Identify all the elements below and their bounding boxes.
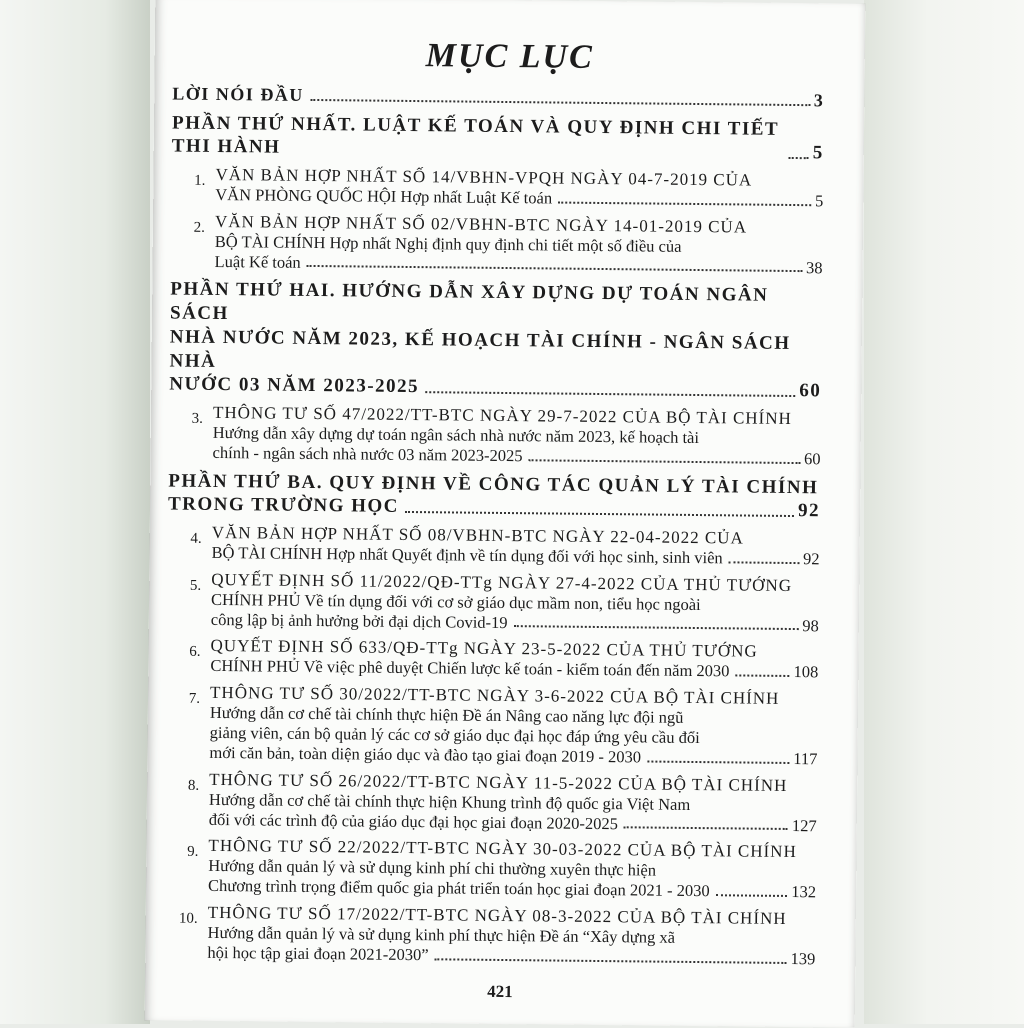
entry-description-text: Chương trình trọng điểm quốc gia phát triển toán học giai đoạn 2021 - 2030 xyxy=(207,876,710,901)
entry-heading: THÔNG TƯ SỐ 30/2022/TT-BTC NGÀY 3-6-2022 CỦA BỘ TÀI CHÍNH xyxy=(209,682,780,708)
entry-body xyxy=(214,212,823,279)
entry-number: 10. xyxy=(178,910,198,927)
dot-leader xyxy=(789,157,809,159)
toc-entry xyxy=(165,682,818,769)
toc-section xyxy=(168,469,820,523)
entry-body xyxy=(215,165,823,212)
dot-leader xyxy=(624,827,788,831)
entry-description-text: Hướng dẫn xây dựng dự toán ngân sách nhà nước năm 2023, kế hoạch tài xyxy=(212,422,700,448)
entry-description-text: Hướng dẫn quản lý và sử dụng kinh phí thực hiện Đề án “Xây dựng xã xyxy=(207,922,676,947)
entry-number: 1. xyxy=(194,172,206,189)
toc-entry xyxy=(166,636,818,683)
entry-page-number: 108 xyxy=(793,662,819,682)
toc-entry xyxy=(171,164,823,211)
book-edge-right xyxy=(864,0,1024,1024)
section-heading-text: NHÀ NƯỚC NĂM 2023, KẾ HOẠCH TÀI CHÍNH - NGÂN SÁCH NHÀ xyxy=(169,326,791,372)
entry-description-text: hội học tập giai đoạn 2021-2030” xyxy=(207,942,429,965)
entry-heading: QUYẾT ĐỊNH SỐ 633/QĐ-TTg NGÀY 23-5-2022 CỦA THỦ TƯỚNG xyxy=(210,636,758,662)
dot-leader xyxy=(735,674,789,677)
dot-leader xyxy=(307,265,802,272)
section-heading-text: TRONG TRƯỜNG HỌC xyxy=(167,493,400,518)
entry-description-text: mới căn bản, toàn diện giáo dục và đào tạo giai đoạn 2019 - 2030 xyxy=(209,742,642,767)
toc-entry xyxy=(167,569,820,636)
entry-body xyxy=(211,523,819,570)
entry-number: 3. xyxy=(191,410,204,427)
entry-description-text: Hướng dẫn quản lý và sử dụng kinh phí chi thường xuyên thực hiện xyxy=(208,856,657,880)
dot-leader xyxy=(729,561,799,564)
entry-heading: QUYẾT ĐỊNH SỐ 11/2022/QĐ-TTg NGÀY 27-4-2022 CỦA THỦ TƯỚNG xyxy=(211,569,793,595)
toc-entry xyxy=(164,836,817,903)
entry-description-text: BỘ TÀI CHÍNH Hợp nhất Nghị định quy định chi tiết một số điều của xyxy=(214,231,682,256)
entry-body xyxy=(208,836,817,903)
page-title: MỤC LỤC xyxy=(425,37,594,76)
entry-heading: VĂN BẢN HỢP NHẤT SỐ 02/VBHN-BTC NGÀY 14-01-2019 CỦA xyxy=(214,211,748,237)
section-heading-text: NƯỚC 03 NĂM 2023-2025 xyxy=(169,373,420,398)
entry-description-text: VĂN PHÒNG QUỐC HỘI Hợp nhất Luật Kế toán xyxy=(215,184,553,208)
entry-page-number: 98 xyxy=(802,615,819,636)
entry-heading: VĂN BẢN HỢP NHẤT SỐ 14/VBHN-VPQH NGÀY 04-7-2019 CỦA xyxy=(215,164,753,190)
section-heading-line xyxy=(169,325,821,379)
dot-leader xyxy=(405,511,794,517)
section-page-number: 60 xyxy=(799,380,822,402)
entry-description-text: CHÍNH PHỦ Về việc phê duyệt Chiến lược kế toán - kiểm toán đến năm 2030 xyxy=(210,656,730,681)
entry-description-text: giảng viên, cán bộ quản lý các cơ sở giáo dục đại học đáp ứng yêu cầu đổi xyxy=(209,722,700,748)
entry-body xyxy=(212,403,821,470)
entry-heading: THÔNG TƯ SỐ 47/2022/TT-BTC NGÀY 29-7-2022 CỦA BỘ TÀI CHÍNH xyxy=(212,402,792,428)
dot-leader xyxy=(647,760,789,763)
entry-number: 5. xyxy=(189,577,202,594)
entry-body xyxy=(207,903,816,970)
section-heading-line xyxy=(170,278,822,332)
entry-number: 2. xyxy=(193,219,206,236)
entry-description-text: CHÍNH PHỦ Về tín dụng đối với cơ sở giáo dục mầm non, tiểu học ngoài xyxy=(210,589,701,614)
entry-number: 8. xyxy=(187,777,200,794)
toc-entry xyxy=(165,769,818,836)
toc-entry xyxy=(168,402,821,469)
dot-leader xyxy=(310,98,810,105)
section-page-number: 5 xyxy=(812,142,824,164)
entry-heading: VĂN BẢN HỢP NHẤT SỐ 08/VBHN-BTC NGÀY 22-04-2022 CỦA xyxy=(211,523,744,548)
toc-entry xyxy=(163,902,816,969)
entry-page-number: 5 xyxy=(814,191,824,211)
dot-leader xyxy=(435,958,787,964)
toc-preface xyxy=(172,82,824,111)
book-page xyxy=(145,0,866,1028)
entry-description-text: đối với các trình độ của giáo dục đại học giai đoạn 2020-2025 xyxy=(208,809,619,833)
entry-page-number: 38 xyxy=(805,257,823,277)
toc-section xyxy=(172,111,824,165)
preface-page: 3 xyxy=(813,90,825,111)
entry-description-text: chính - ngân sách nhà nước 03 năm 2023-2025 xyxy=(212,442,523,466)
entry-number: 6. xyxy=(189,644,201,661)
entry-body xyxy=(211,570,820,637)
toc-section xyxy=(169,278,822,404)
entry-number: 4. xyxy=(190,530,202,547)
entry-page-number: 92 xyxy=(802,549,820,569)
section-heading-line xyxy=(172,111,824,165)
section-page-number: 92 xyxy=(797,500,821,522)
entry-description-text: Luật Kế toán xyxy=(214,251,301,272)
section-heading-text: PHẦN THỨ HAI. HƯỚNG DẪN XÂY DỰNG DỰ TOÁN NGÂN SÁCH xyxy=(169,278,769,325)
entry-number: 7. xyxy=(188,690,201,707)
entry-page-number: 127 xyxy=(791,815,817,835)
dot-leader xyxy=(514,625,799,630)
entry-page-number: 60 xyxy=(803,449,821,469)
section-heading-text: PHẦN THỨ BA. QUY ĐỊNH VỀ CÔNG TÁC QUẢN LÝ TÀI CHÍNH xyxy=(168,470,819,498)
entry-body xyxy=(209,683,818,770)
dot-leader xyxy=(425,391,795,397)
toc-entry xyxy=(170,211,823,278)
table-of-contents xyxy=(163,82,824,969)
entry-page-number: 132 xyxy=(791,882,817,902)
entry-description-text: Hướng dẫn cơ chế tài chính thực hiện Đề án Nâng cao năng lực đội ngũ xyxy=(209,702,684,727)
page-number: 421 xyxy=(487,981,513,1002)
toc-entry xyxy=(167,523,819,570)
entry-page-number: 139 xyxy=(790,948,816,969)
dot-leader xyxy=(529,459,800,464)
book-spine-left xyxy=(0,0,150,1024)
entry-page-number: 117 xyxy=(793,749,818,769)
entry-description-text: BỘ TÀI CHÍNH Hợp nhất Quyết định về tín dụng đối với học sinh, sinh viên xyxy=(211,543,723,568)
preface-label: LỜI NÓI ĐẦU xyxy=(172,83,304,105)
entry-description-text: công lập bị ảnh hưởng bởi đại dịch Covid-19 xyxy=(210,609,508,632)
entry-body xyxy=(210,636,818,683)
entry-heading: THÔNG TƯ SỐ 26/2022/TT-BTC NGÀY 11-5-2022 CỦA BỘ TÀI CHÍNH xyxy=(209,769,788,795)
entry-body xyxy=(209,770,818,837)
section-heading-text: PHẦN THỨ NHẤT. LUẬT KẾ TOÁN VÀ QUY ĐỊNH CHI TIẾT THI HÀNH xyxy=(171,111,779,158)
entry-heading: THÔNG TƯ SỐ 22/2022/TT-BTC NGÀY 30-03-2022 CỦA BỘ TÀI CHÍNH xyxy=(208,836,797,862)
entry-description-text: Hướng dẫn cơ chế tài chính thực hiện Khung trình độ quốc gia Việt Nam xyxy=(208,789,691,814)
dot-leader xyxy=(558,201,811,206)
entry-number: 9. xyxy=(187,843,199,861)
entry-heading: THÔNG TƯ SỐ 17/2022/TT-BTC NGÀY 08-3-2022 CỦA BỘ TÀI CHÍNH xyxy=(207,902,787,928)
dot-leader xyxy=(716,894,788,897)
